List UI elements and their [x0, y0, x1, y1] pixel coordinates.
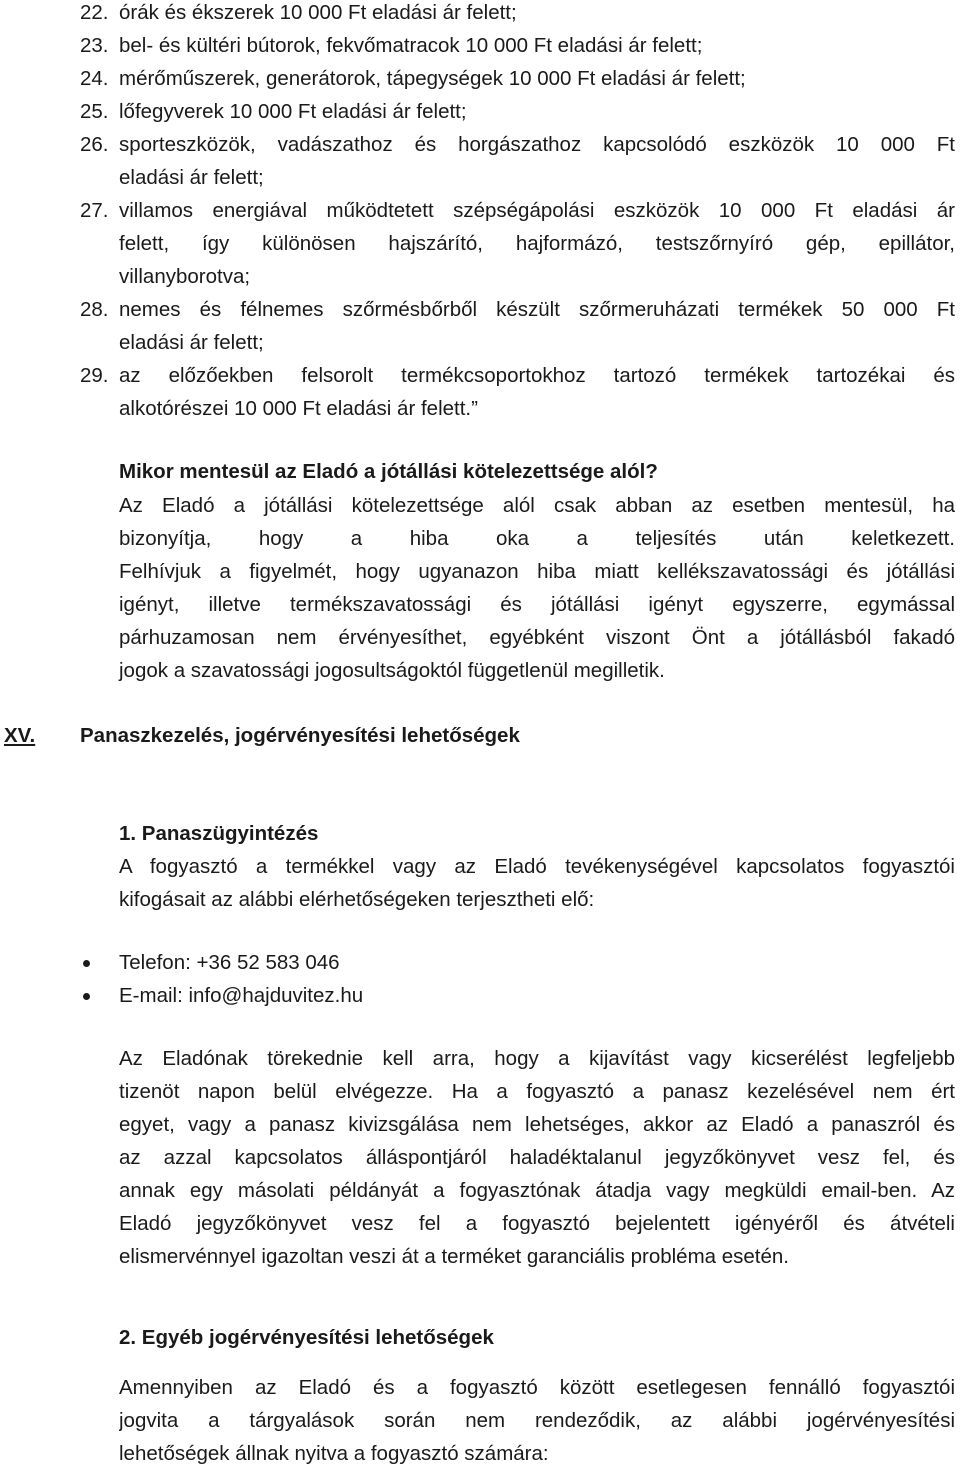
list-number: 25. — [80, 100, 109, 123]
contact-phone: Telefon: +36 52 583 046 — [119, 951, 340, 974]
paragraph-line: Eladó jegyzőkönyvet vesz fel a fogyasztó bejelentett igényéről és átvételi — [119, 1212, 955, 1235]
subsection-heading: 2. Egyéb jogérvényesítési lehetőségek — [119, 1326, 494, 1349]
list-item-text: nemes és félnemes szőrmésbőrből készült szőrmeruházati termékek 50 000 Ft — [119, 298, 955, 321]
paragraph-line: Felhívjuk a figyelmét, hogy ugyanazon hiba miatt kellékszavatossági és jótállási — [119, 560, 955, 583]
paragraph-line: bizonyítja, hogy a hiba oka a teljesítés után keletkezett. — [119, 527, 955, 550]
paragraph-line: lehetőségek állnak nyitva a fogyasztó számára: — [119, 1442, 549, 1465]
paragraph-line: elismervénnyel igazoltan veszi át a terméket garanciális probléma esetén. — [119, 1245, 790, 1268]
list-number: 23. — [80, 34, 109, 57]
list-item-text: eladási ár felett; — [119, 166, 264, 189]
list-number: 24. — [80, 67, 109, 90]
list-number: 22. — [80, 1, 109, 24]
list-item-text: felett, így különösen hajszárító, hajformázó, testszőrnyíró gép, epillátor, — [119, 232, 955, 255]
list-item-text: alkotórészei 10 000 Ft eladási ár felett.” — [119, 397, 478, 420]
list-number: 27. — [80, 199, 109, 222]
section-title: Panaszkezelés, jogérvényesítési lehetőségek — [80, 724, 520, 747]
paragraph-line: tizenöt napon belül elvégezze. Ha a fogyasztó a panasz kezelésével nem ért — [119, 1080, 955, 1103]
paragraph-line: jogvita a tárgyalások során nem rendeződik, az alábbi jogérvényesítési — [119, 1409, 955, 1432]
list-item-text: lőfegyverek 10 000 Ft eladási ár felett; — [119, 100, 467, 123]
paragraph-line: Az Eladónak törekednie kell arra, hogy a kijavítást vagy kicserélést legfeljebb — [119, 1047, 955, 1070]
section-number: XV. — [4, 724, 36, 747]
paragraph-line: annak egy másolati példányát a fogyasztónak átadja vagy megküldi email-ben. Az — [119, 1179, 955, 1202]
paragraph-line: A fogyasztó a termékkel vagy az Eladó tevékenységével kapcsolatos fogyasztói — [119, 855, 955, 878]
list-item-text: az előzőekben felsorolt termékcsoportokhoz tartozó termékek tartozékai és — [119, 364, 955, 387]
list-item-text: órák és ékszerek 10 000 Ft eladási ár felett; — [119, 1, 517, 24]
list-item-text: villanyborotva; — [119, 265, 251, 288]
subsection-heading: 1. Panaszügyintézés — [119, 822, 319, 845]
paragraph-line: Az Eladó a jótállási kötelezettsége alól csak abban az esetben mentesül, ha — [119, 494, 955, 517]
list-item-text: mérőműszerek, generátorok, tápegységek 10 000 Ft eladási ár felett; — [119, 67, 746, 90]
list-item-text: bel- és kültéri bútorok, fekvőmatracok 10 000 Ft eladási ár felett; — [119, 34, 703, 57]
list-number: 28. — [80, 298, 109, 321]
paragraph-line: igényt, illetve termékszavatossági és jótállási igényt egyszerre, egymással — [119, 593, 955, 616]
paragraph-line: egyet, vagy a panasz kivizsgálása nem lehetséges, akkor az Eladó a panaszról és — [119, 1113, 955, 1136]
bullet-icon — [83, 993, 90, 1000]
list-number: 29. — [80, 364, 109, 387]
bullet-icon — [83, 960, 90, 967]
paragraph-line: jogok a szavatossági jogosultságoktól függetlenül megilletik. — [119, 659, 665, 682]
paragraph-line: párhuzamosan nem érvényesíthet, egyébként viszont Önt a jótállásból fakadó — [119, 626, 955, 649]
list-item-text: eladási ár felett; — [119, 331, 264, 354]
contact-email: E-mail: info@hajduvitez.hu — [119, 984, 364, 1007]
subsection-heading: Mikor mentesül az Eladó a jótállási kötelezettsége alól? — [119, 460, 658, 483]
paragraph-line: az azzal kapcsolatos álláspontjáról haladéktalanul jegyzőkönyvet vesz fel, és — [119, 1146, 955, 1169]
paragraph-line: Amennyiben az Eladó és a fogyasztó között esetlegesen fennálló fogyasztói — [119, 1376, 955, 1399]
list-number: 26. — [80, 133, 109, 156]
list-item-text: villamos energiával működtetett szépségápolási eszközök 10 000 Ft eladási ár — [119, 199, 955, 222]
paragraph-line: kifogásait az alábbi elérhetőségeken terjesztheti elő: — [119, 888, 595, 911]
list-item-text: sporteszközök, vadászathoz és horgászathoz kapcsolódó eszközök 10 000 Ft — [119, 133, 955, 156]
